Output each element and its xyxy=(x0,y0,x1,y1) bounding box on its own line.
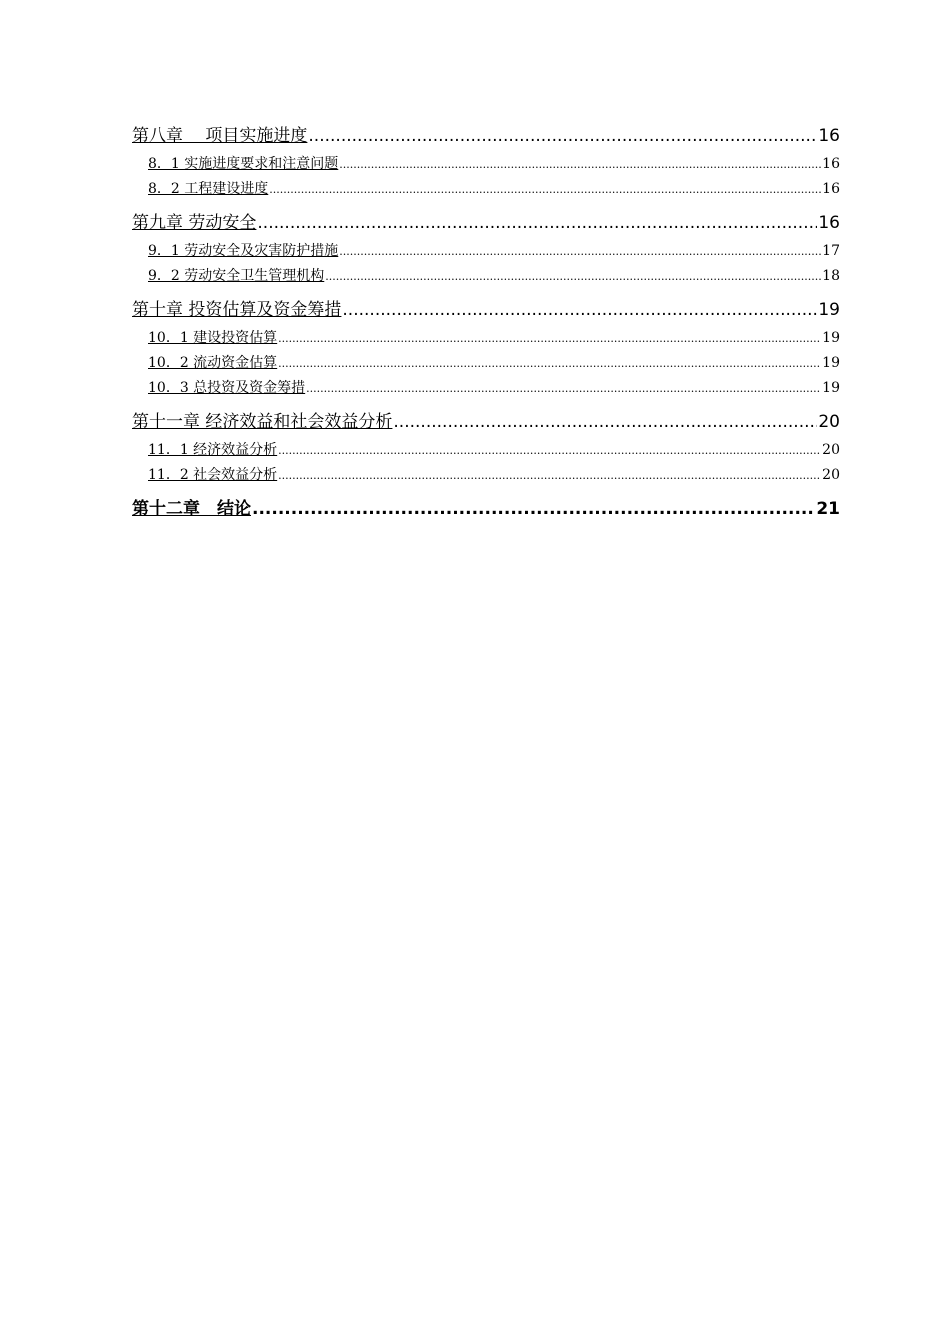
toc-section-10-2[interactable] xyxy=(132,351,840,376)
toc-section-11-1[interactable] xyxy=(132,438,840,463)
toc-section-title: 10．3 总投资及资金筹措 xyxy=(148,380,306,396)
toc-page-number: 21 xyxy=(816,499,840,519)
toc-section-title: 11．1 经济效益分析 xyxy=(148,442,278,458)
toc-chapter-12[interactable] xyxy=(132,495,840,523)
toc-section-title: 8．1 实施进度要求和注意问题 xyxy=(148,156,339,172)
toc-page-number: 19 xyxy=(818,300,840,320)
toc-page-number: 16 xyxy=(818,213,840,233)
toc-section-group xyxy=(132,326,840,401)
toc-page-number: 19 xyxy=(822,380,840,396)
toc-section-group xyxy=(132,438,840,488)
toc-leader-dots xyxy=(269,177,821,202)
toc-section-group xyxy=(132,239,840,289)
toc-section-9-2[interactable] xyxy=(132,264,840,289)
toc-chapter-title: 第十章 投资估算及资金筹措 xyxy=(132,300,342,320)
toc-page-number: 20 xyxy=(822,442,840,458)
toc-chapter-title: 第十二章 结论 xyxy=(132,499,251,519)
toc-leader-dots xyxy=(278,463,821,488)
toc-section-title: 11．2 社会效益分析 xyxy=(148,467,278,483)
toc-section-8-2[interactable] xyxy=(132,177,840,202)
toc-page-number: 20 xyxy=(822,467,840,483)
toc-chapter-10[interactable] xyxy=(132,296,840,324)
toc-page-number: 19 xyxy=(822,330,840,346)
toc-page-number: 16 xyxy=(818,126,840,146)
toc-leader-dots xyxy=(306,376,821,401)
toc-page-number: 20 xyxy=(818,412,840,432)
toc-page-number: 16 xyxy=(822,181,840,197)
toc-leader-dots xyxy=(278,351,821,376)
toc-section-title: 10．1 建设投资估算 xyxy=(148,330,278,346)
toc-chapter-title: 第十一章 经济效益和社会效益分析 xyxy=(132,412,393,432)
toc-leader-dots xyxy=(325,264,821,289)
toc-leader-dots xyxy=(252,495,815,523)
toc-leader-dots xyxy=(308,122,817,150)
toc-page-number: 16 xyxy=(822,156,840,172)
toc-section-title: 9．2 劳动安全卫生管理机构 xyxy=(148,268,325,284)
toc-section-8-1[interactable] xyxy=(132,152,840,177)
toc-leader-dots xyxy=(339,239,821,264)
toc-chapter-title: 第九章 劳动安全 xyxy=(132,213,257,233)
toc-leader-dots xyxy=(339,152,821,177)
toc-chapter-8[interactable] xyxy=(132,122,840,150)
toc-page-number: 17 xyxy=(822,243,840,259)
toc-chapter-9[interactable] xyxy=(132,209,840,237)
toc-section-title: 8．2 工程建设进度 xyxy=(148,181,269,197)
toc-section-11-2[interactable] xyxy=(132,463,840,488)
toc-chapter-title: 第八章 项目实施进度 xyxy=(132,126,308,146)
toc-section-title: 9．1 劳动安全及灾害防护措施 xyxy=(148,243,339,259)
toc-section-10-1[interactable] xyxy=(132,326,840,351)
toc-page-number: 18 xyxy=(822,268,840,284)
toc-page-number: 19 xyxy=(822,355,840,371)
toc-chapter-11[interactable] xyxy=(132,408,840,436)
toc-leader-dots xyxy=(342,296,817,324)
toc-leader-dots xyxy=(257,209,817,237)
toc-section-9-1[interactable] xyxy=(132,239,840,264)
toc-leader-dots xyxy=(278,326,821,351)
toc-section-title: 10．2 流动资金估算 xyxy=(148,355,278,371)
table-of-contents xyxy=(132,122,840,523)
toc-section-10-3[interactable] xyxy=(132,376,840,401)
toc-leader-dots xyxy=(393,408,817,436)
toc-section-group xyxy=(132,152,840,202)
toc-leader-dots xyxy=(278,438,821,463)
